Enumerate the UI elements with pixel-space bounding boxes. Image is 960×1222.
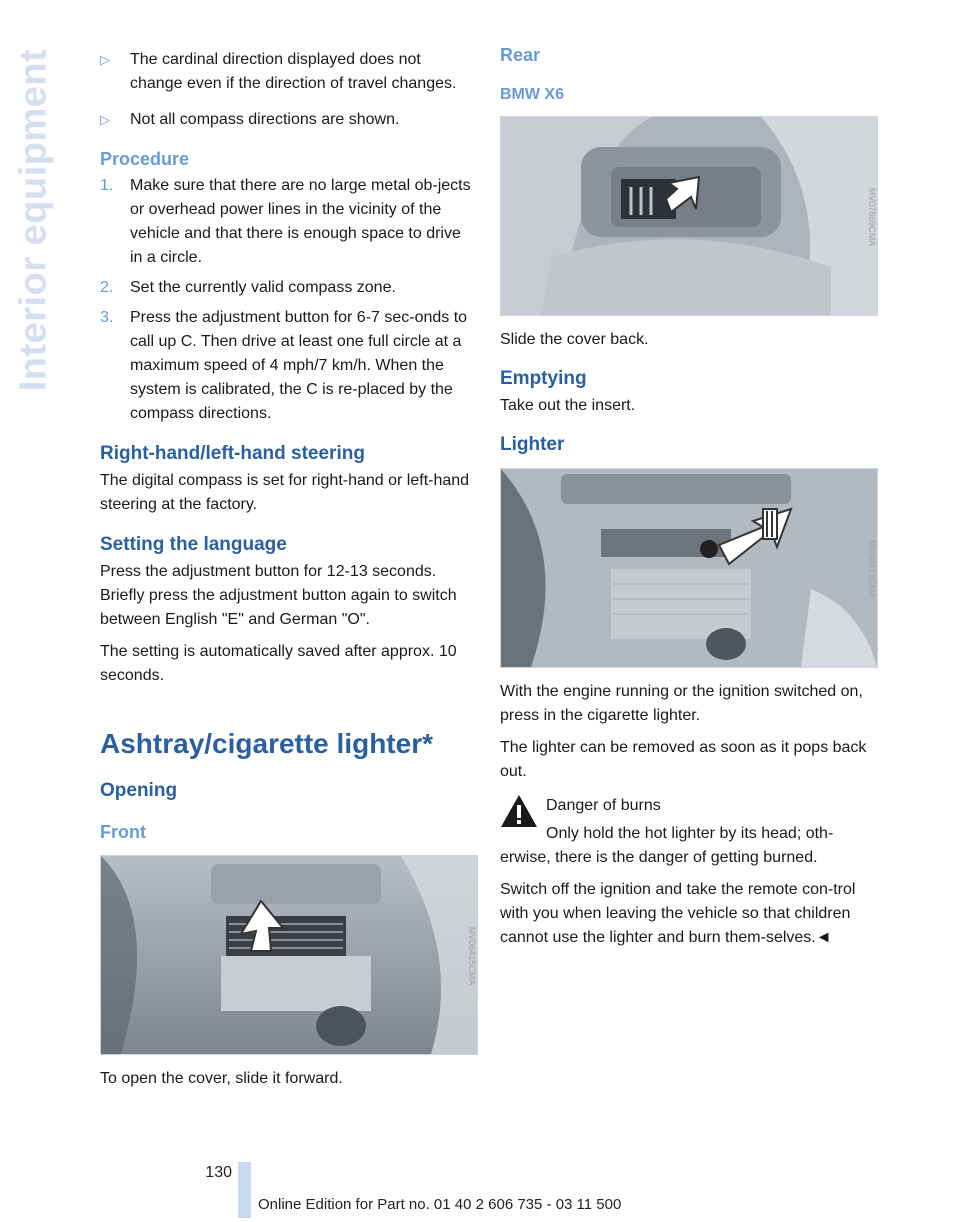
footer-edition-text: Online Edition for Part no. 01 40 2 606 735 - 03 11 500 bbox=[258, 1196, 622, 1213]
figure-code: MV06415CMA bbox=[467, 926, 477, 986]
opening-heading: Opening bbox=[100, 780, 178, 801]
warning-title: Danger of burns bbox=[546, 797, 661, 814]
front-ashtray-figure bbox=[100, 855, 478, 1055]
triangle-bullet-icon: ▷ bbox=[100, 52, 110, 67]
page-number: 130 bbox=[205, 1164, 232, 1181]
section-side-title: Interior equipment bbox=[12, 48, 55, 392]
steering-heading: Right-hand/left-hand steering bbox=[100, 443, 365, 464]
footer-bar bbox=[238, 1162, 251, 1218]
warning-text: Only hold the hot lighter by its head; oth-erwise, there is the danger of getting burned. bbox=[500, 825, 834, 866]
triangle-bullet-icon: ▷ bbox=[100, 112, 110, 127]
figure-code: MV06413CMA bbox=[867, 539, 877, 599]
bullet-item: ▷ Not all compass directions are shown. bbox=[100, 108, 476, 132]
ashtray-heading: Ashtray/cigarette lighter* bbox=[100, 728, 433, 759]
front-ashtray-illustration bbox=[101, 856, 477, 1054]
front-caption: To open the cover, slide it forward. bbox=[100, 1070, 343, 1087]
warning-triangle-icon bbox=[500, 794, 538, 828]
rear-ashtray-illustration bbox=[501, 117, 877, 315]
remote-text: Switch off the ignition and take the remote con-trol with you when leaving the vehicle so that children cannot use the lighter and burn them-selves.◄ bbox=[500, 881, 856, 946]
bullet-item: ▷ The cardinal direction displayed does not change even if the direction of travel changes. bbox=[100, 48, 476, 96]
rear-heading: Rear bbox=[500, 45, 541, 65]
emptying-heading: Emptying bbox=[500, 368, 587, 389]
front-heading: Front bbox=[100, 822, 146, 842]
procedure-step: 2. Set the currently valid compass zone. bbox=[100, 279, 396, 296]
lighter-illustration bbox=[501, 469, 877, 667]
procedure-step: 1. Make sure that there are no large metal ob-jects or overhead power lines in the vicinity of the vehicle and that there is enough space to drive in a circle. bbox=[100, 177, 471, 266]
rear-caption: Slide the cover back. bbox=[500, 331, 649, 348]
warning-text-first-line bbox=[546, 822, 876, 846]
language-save-text: The setting is automatically saved after approx. 10 seconds. bbox=[100, 643, 457, 684]
lighter-figure bbox=[500, 468, 878, 668]
left-column bbox=[100, 40, 476, 1091]
procedure-step: 3. Press the adjustment button for 6-7 sec-onds to call up C. Then drive at least one full circle at a maximum speed of 4 mph/7 km/h. When the system is calibrated, the C is re-placed by the compass directions. bbox=[100, 309, 468, 422]
bmw-x6-heading: BMW X6 bbox=[500, 86, 564, 103]
language-text: Press the adjustment button for 12-13 seconds. Briefly press the adjustment button again to switch between English "E" and German "O". bbox=[100, 563, 457, 628]
warning-block bbox=[500, 794, 876, 846]
right-column bbox=[500, 40, 876, 950]
lighter-text: With the engine running or the ignition switched on, press in the cigarette lighter. bbox=[500, 683, 863, 724]
language-heading: Setting the language bbox=[100, 534, 287, 555]
lighter-popout-text: The lighter can be removed as soon as it pops back out. bbox=[500, 739, 867, 780]
figure-code: MV07869CMA bbox=[867, 187, 877, 247]
procedure-heading: Procedure bbox=[100, 149, 190, 169]
rear-ashtray-figure bbox=[500, 116, 878, 316]
emptying-text: Take out the insert. bbox=[500, 397, 636, 414]
lighter-heading: Lighter bbox=[500, 434, 565, 455]
steering-text: The digital compass is set for right-hand or left-hand steering at the factory. bbox=[100, 472, 470, 513]
